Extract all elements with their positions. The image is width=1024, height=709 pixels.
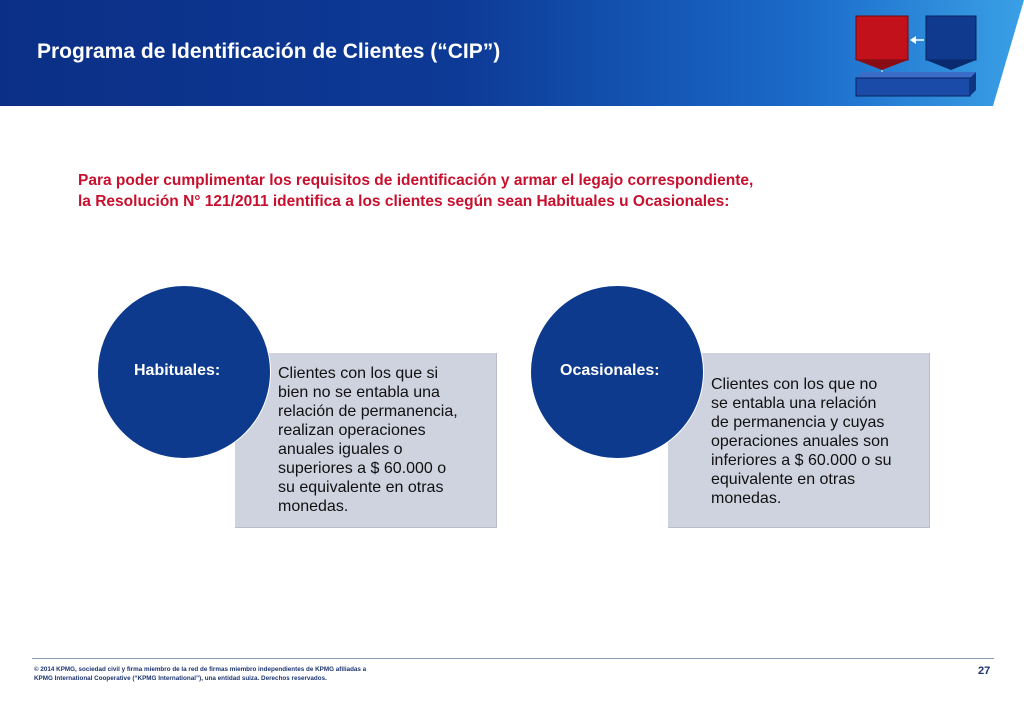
habituales-description <box>278 364 493 516</box>
ocasionales-line: inferiores a $ 60.000 o su <box>711 452 892 469</box>
habituales-line: Clientes con los que si <box>278 365 439 382</box>
ocasionales-line: Clientes con los que no <box>711 376 878 393</box>
footer-line-1: © 2014 KPMG, sociedad civil y firma miembro de la red de firmas miembro independientes de KPMG afiliadas a <box>34 666 367 673</box>
habituales-line: su equivalente en otras <box>278 479 444 496</box>
habituales-line: bien no se entabla una <box>278 384 440 401</box>
footer-line-2: KPMG International Cooperative (“KPMG International”), una entidad suiza. Derechos reservados. <box>34 675 327 682</box>
intro-line-2: la Resolución N° 121/2011 identifica a los clientes según sean Habituales u Ocasionales: <box>78 193 730 210</box>
ocasionales-line: equivalente en otras <box>711 471 856 488</box>
footer-divider <box>32 658 994 659</box>
ocasionales-line: operaciones anuales son <box>711 433 889 450</box>
ocasionales-label: Ocasionales: <box>560 362 660 379</box>
intro-text <box>78 170 938 212</box>
ocasionales-line: de permanencia y cuyas <box>711 414 885 431</box>
ocasionales-line: monedas. <box>711 490 782 507</box>
page-title: Programa de Identificación de Clientes (“CIP”) <box>37 40 501 63</box>
intro-line-1: Para poder cumplimentar los requisitos de identificación y armar el legajo correspondiente, <box>78 172 754 189</box>
page-number: 27 <box>978 665 991 677</box>
habituales-line: realizan operaciones <box>278 422 426 439</box>
habituales-line: monedas. <box>278 498 349 515</box>
habituales-line: anuales iguales o <box>278 441 403 458</box>
ocasionales-description <box>711 375 926 508</box>
footer-copyright <box>34 665 634 683</box>
habituales-label: Habituales: <box>134 362 221 379</box>
ocasionales-line: se entabla una relación <box>711 395 877 412</box>
flow-diagram-icon <box>852 12 984 100</box>
habituales-line: superiores a $ 60.000 o <box>278 460 447 477</box>
habituales-line: relación de permanencia, <box>278 403 458 420</box>
